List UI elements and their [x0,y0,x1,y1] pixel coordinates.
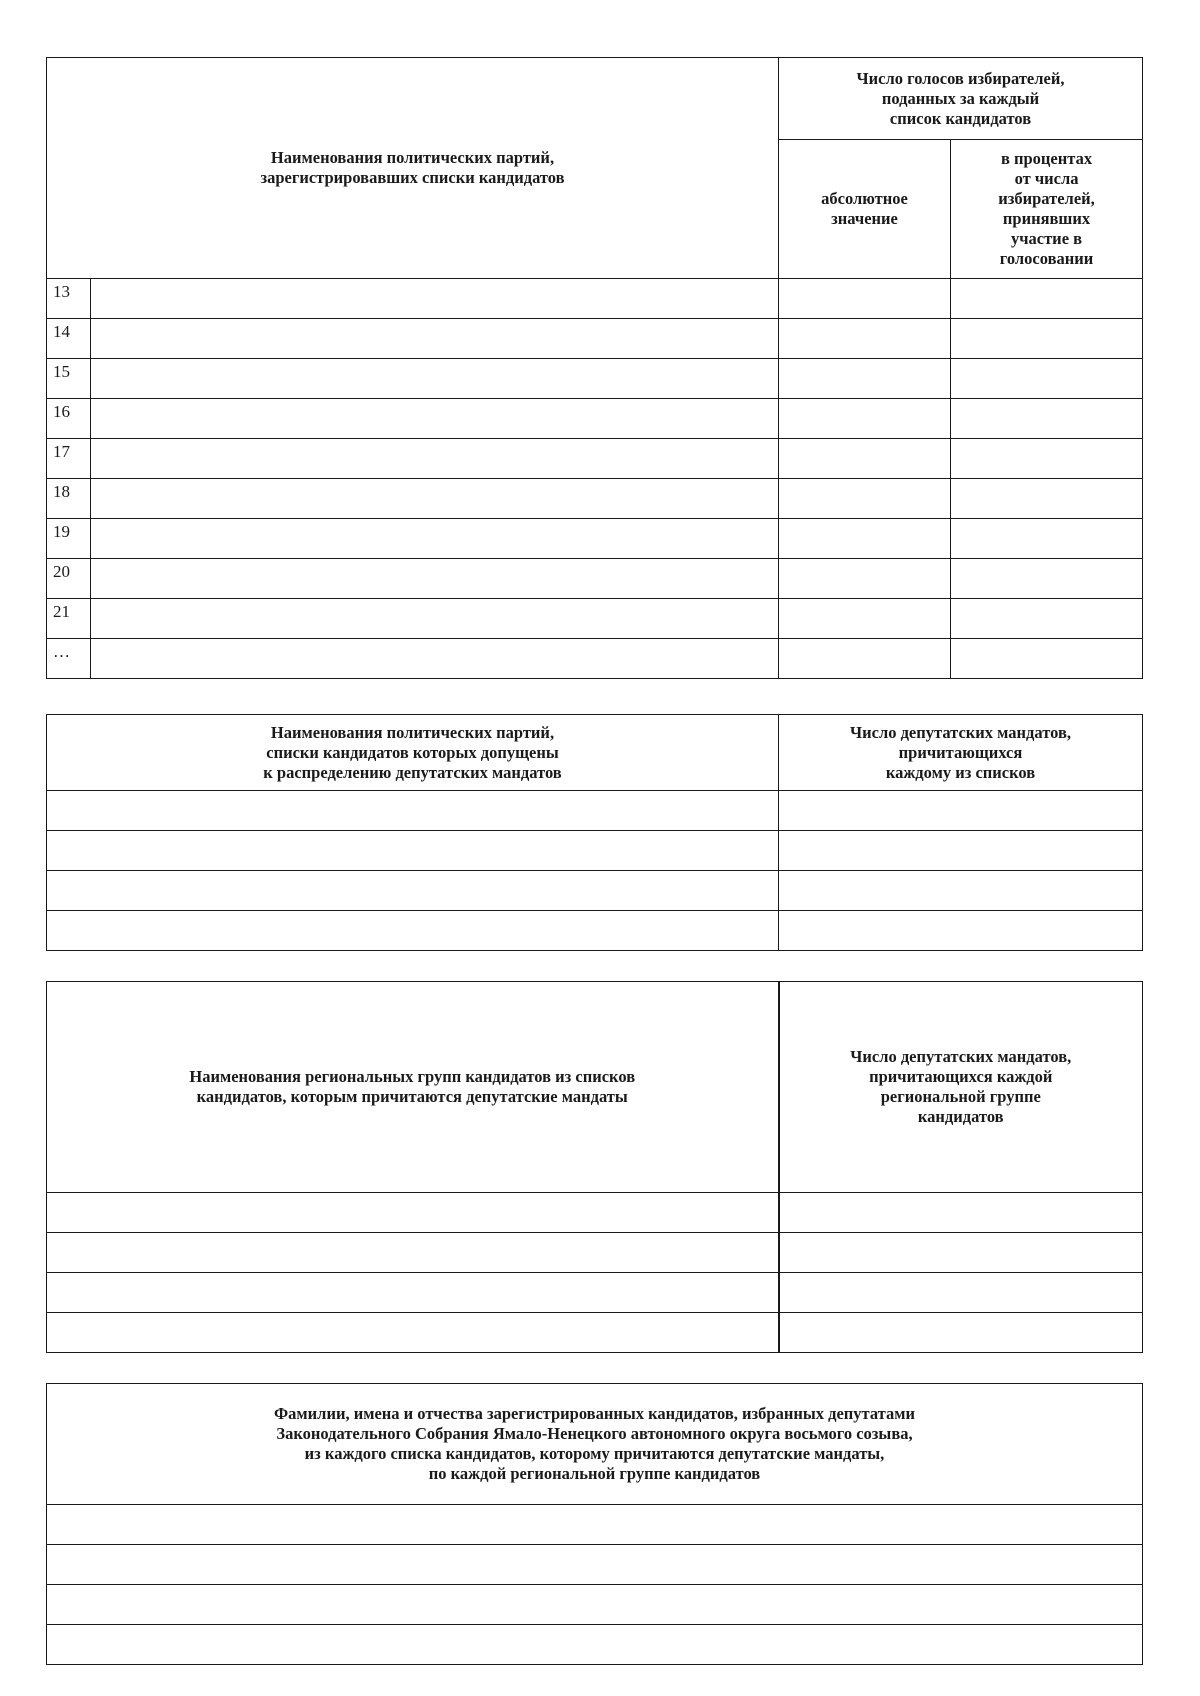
percent-cell[interactable] [951,359,1143,399]
table-row [47,599,1143,639]
row-number: 17 [47,439,91,479]
deputy-name-cell[interactable] [47,1625,1143,1665]
mandates-cell[interactable] [779,1273,1143,1313]
deputy-name-cell[interactable] [47,1545,1143,1585]
percent-cell[interactable] [951,479,1143,519]
table-row [47,1585,1143,1625]
row-number: 13 [47,279,91,319]
party-name-cell[interactable] [91,399,779,439]
regional-group-cell[interactable] [47,1273,779,1313]
mandates-cell[interactable] [779,1193,1143,1233]
percent-cell[interactable] [951,399,1143,439]
party-names-header: Наименования политических партий, зарегистрировавших списки кандидатов [47,58,779,279]
party-name-cell[interactable] [91,559,779,599]
party-name-cell[interactable] [91,359,779,399]
table-row [47,1545,1143,1585]
list-mandates-header: Число депутатских мандатов, причитающихся каждому из списков [779,715,1143,791]
table-row [47,1625,1143,1665]
party-name-cell[interactable] [47,911,779,951]
percent-cell[interactable] [951,559,1143,599]
mandates-cell[interactable] [779,871,1143,911]
table-row [47,399,1143,439]
row-number: 18 [47,479,91,519]
table-row [47,1233,1143,1273]
absolute-value-cell[interactable] [779,519,951,559]
mandates-cell[interactable] [779,1313,1143,1353]
regional-group-cell[interactable] [47,1233,779,1273]
party-name-cell[interactable] [91,639,779,679]
party-name-cell[interactable] [91,279,779,319]
percent-cell[interactable] [951,439,1143,479]
mandates-by-list-table [46,714,1143,951]
absolute-value-cell[interactable] [779,439,951,479]
percent-cell[interactable] [951,639,1143,679]
absolute-value-cell[interactable] [779,279,951,319]
row-number: 20 [47,559,91,599]
percent-cell[interactable] [951,519,1143,559]
percent-cell[interactable] [951,319,1143,359]
table-row [47,519,1143,559]
percent-cell[interactable] [951,599,1143,639]
votes-header: Число голосов избирателей, поданных за каждый список кандидатов [779,58,1143,140]
row-number: … [47,639,91,679]
absolute-value-cell[interactable] [779,479,951,519]
table-row [47,439,1143,479]
table-row [47,871,1143,911]
elected-deputies-header: Фамилии, имена и отчества зарегистрированных кандидатов, избранных депутатами Законодательного Собрания Ямало-Ненецкого автономного округа восьмого созыва, из каждого списка кандидатов, которому причитаются депутатские мандаты, по каждой региональной группе кандидатов [47,1384,1143,1505]
row-number: 19 [47,519,91,559]
absolute-value-cell[interactable] [779,639,951,679]
mandates-cell[interactable] [779,911,1143,951]
admitted-parties-header: Наименования политических партий, списки кандидатов которых допущены к распределению депутатских мандатов [47,715,779,791]
table-row [47,1193,1143,1233]
table-row [47,559,1143,599]
regional-group-cell[interactable] [47,1193,779,1233]
party-name-cell[interactable] [47,871,779,911]
mandates-cell[interactable] [779,791,1143,831]
table-row [47,1273,1143,1313]
party-name-cell[interactable] [91,479,779,519]
table-row [47,791,1143,831]
votes-table [46,57,1143,679]
table-row [47,1313,1143,1353]
table-row [47,639,1143,679]
party-name-cell[interactable] [47,831,779,871]
table-row [47,911,1143,951]
elected-deputies-table [46,1383,1143,1665]
row-number: 15 [47,359,91,399]
party-name-cell[interactable] [91,319,779,359]
regional-groups-header: Наименования региональных групп кандидатов из списков кандидатов, которым причитаются депутатские мандаты [47,982,779,1193]
row-number: 16 [47,399,91,439]
mandates-cell[interactable] [779,831,1143,871]
absolute-value-cell[interactable] [779,359,951,399]
percent-header: в процентах от числа избирателей, принявших участие в голосовании [951,140,1143,279]
absolute-value-header: абсолютное значение [779,140,951,279]
absolute-value-cell[interactable] [779,599,951,639]
absolute-value-cell[interactable] [779,559,951,599]
absolute-value-cell[interactable] [779,399,951,439]
table-row [47,359,1143,399]
table-row [47,319,1143,359]
regional-group-cell[interactable] [47,1313,779,1353]
deputy-name-cell[interactable] [47,1585,1143,1625]
table-row [47,831,1143,871]
party-name-cell[interactable] [91,519,779,559]
party-name-cell[interactable] [91,599,779,639]
group-mandates-header: Число депутатских мандатов, причитающихся каждой региональной группе кандидатов [779,982,1143,1193]
party-name-cell[interactable] [47,791,779,831]
mandates-by-regional-group-table [46,981,1143,1353]
table-row [47,479,1143,519]
row-number: 14 [47,319,91,359]
percent-cell[interactable] [951,279,1143,319]
table-row [47,279,1143,319]
table-row [47,1505,1143,1545]
row-number: 21 [47,599,91,639]
absolute-value-cell[interactable] [779,319,951,359]
mandates-cell[interactable] [779,1233,1143,1273]
party-name-cell[interactable] [91,439,779,479]
deputy-name-cell[interactable] [47,1505,1143,1545]
